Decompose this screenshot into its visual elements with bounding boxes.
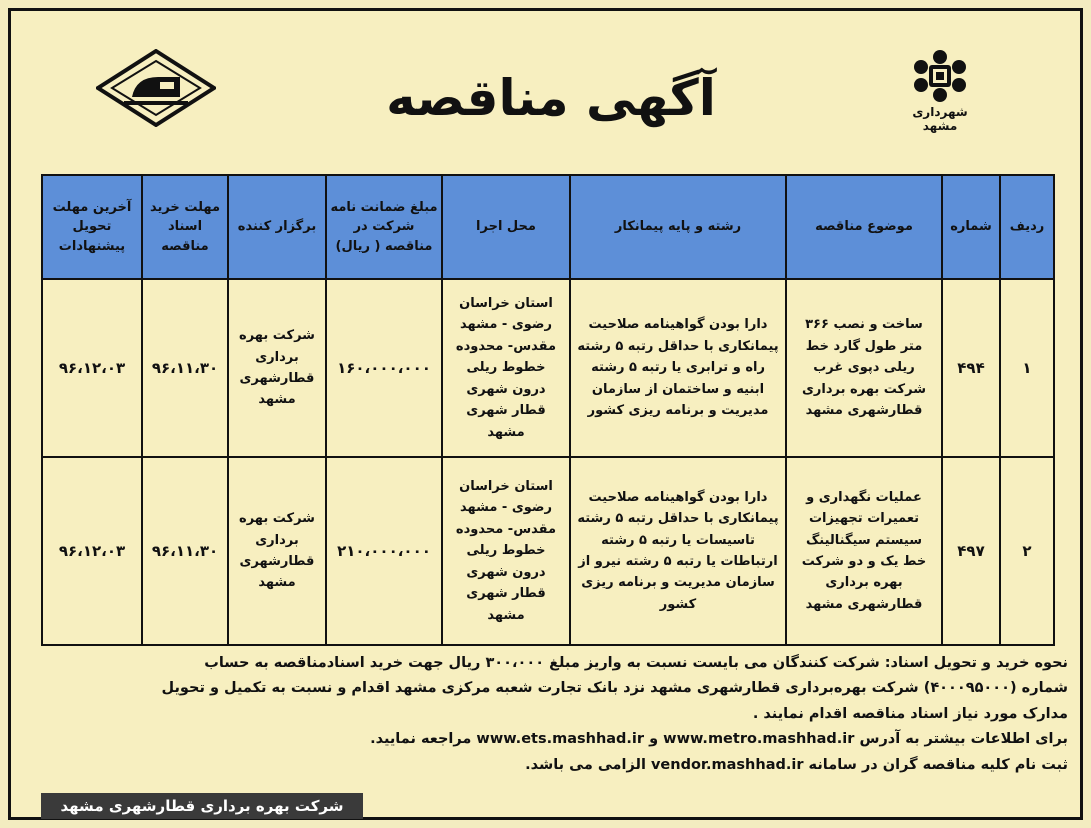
header-location: محل اجرا	[442, 175, 570, 279]
instruction-line: نحوه خرید و تحویل اسناد: شرکت کنندگان می بایست نسبت به واریز مبلغ ۳۰۰،۰۰۰ ریال جهت خرید اسنادمناقصه به حساب	[204, 655, 1068, 671]
notice-header	[11, 11, 1080, 176]
issuer-signature: شرکت بهره برداری قطارشهری مشهد	[41, 793, 363, 819]
header-grade: رشته و پایه پیمانکار	[570, 175, 786, 279]
cell-guarantee: ۱۶۰،۰۰۰،۰۰۰	[326, 279, 442, 457]
cell-subject: ساخت و نصب ۳۶۶ متر طول گارد خط ریلی دپوی غرب شرکت بهره برداری قطارشهری مشهد	[786, 279, 942, 457]
header-submission-deadline: آخرین مهلت تحویل پیشنهادات	[42, 175, 142, 279]
header-row-no: ردیف	[1000, 175, 1054, 279]
tender-table	[41, 174, 1055, 646]
cell-purchase-deadline: ۹۶،۱۱،۳۰	[142, 457, 228, 645]
cell-location: استان خراسان رضوی - مشهد مقدس- محدوده خطوط ریلی درون شهری قطار شهری مشهد	[442, 457, 570, 645]
cell-submission-deadline: ۹۶،۱۲،۰۳	[42, 279, 142, 457]
cell-organizer: شرکت بهره برداری قطارشهری مشهد	[228, 279, 326, 457]
cell-submission-deadline: ۹۶،۱۲،۰۳	[42, 457, 142, 645]
page-title: آگهی مناقصه	[386, 69, 716, 127]
cell-row-no: ۲	[1000, 457, 1054, 645]
purchase-instructions	[41, 651, 1068, 778]
table-header-row	[42, 175, 1054, 279]
cell-row-no: ۱	[1000, 279, 1054, 457]
cell-purchase-deadline: ۹۶،۱۱،۳۰	[142, 279, 228, 457]
cell-guarantee: ۲۱۰،۰۰۰،۰۰۰	[326, 457, 442, 645]
cell-location: استان خراسان رضوی - مشهد مقدس- محدوده خطوط ریلی درون شهری قطار شهری مشهد	[442, 279, 570, 457]
cell-number: ۴۹۴	[942, 279, 1000, 457]
table-row	[42, 457, 1054, 645]
info-websites-line: برای اطلاعات بیشتر به آدرس www.metro.mashhad.ir و www.ets.mashhad.ir مراجعه نمایید.	[370, 731, 1068, 748]
municipality-caption: شهرداری مشهد	[912, 105, 968, 133]
cell-subject: عملیات نگهداری و تعمیرات تجهیزات سیستم سیگنالینگ خط یک و دو شرکت بهره برداری قطارشهری مشهد	[786, 457, 942, 645]
metro-train-icon	[96, 49, 216, 127]
cell-grade: دارا بودن گواهینامه صلاحیت پیمانکاری با حداقل رتبه ۵ رشته راه و ترابری یا رتبه ۵ رشته ابنیه و ساختمان از سازمان مدیریت و برنامه ریزی کشور	[570, 279, 786, 457]
metro-logo	[96, 49, 216, 127]
header-purchase-deadline: مهلت خرید اسناد مناقصه	[142, 175, 228, 279]
municipality-emblem-icon	[909, 47, 971, 105]
mashhad-municipality-logo	[905, 47, 975, 133]
instruction-line: مدارک مورد نیاز اسناد مناقصه اقدام نمایند .	[752, 705, 1068, 722]
header-organizer: برگزار کننده	[228, 175, 326, 279]
cell-organizer: شرکت بهره برداری قطارشهری مشهد	[228, 457, 326, 645]
header-subject: موضوع مناقصه	[786, 175, 942, 279]
cell-number: ۴۹۷	[942, 457, 1000, 645]
table-row	[42, 279, 1054, 457]
header-guarantee: مبلغ ضمانت نامه شرکت در مناقصه ( ریال)	[326, 175, 442, 279]
cell-grade: دارا بودن گواهینامه صلاحیت پیمانکاری با حداقل رتبه ۵ رشته تاسیسات یا رتبه ۵ رشته ارتباطات یا رتبه ۵ رشته نیرو از سازمان مدیریت و برنامه ریزی کشور	[570, 457, 786, 645]
instruction-line: شماره (۴۰۰۰۹۵۰۰۰) شرکت بهره‌برداری قطارشهری مشهد نزد بانک تجارت شعبه مرکزی مشهد اقدام و نسبت به تکمیل و تحویل	[161, 680, 1068, 697]
vendor-registration-line: ثبت نام کلیه مناقصه گران در سامانه vendor.mashhad.ir الزامی می باشد.	[525, 756, 1068, 773]
header-number: شماره	[942, 175, 1000, 279]
tender-notice	[8, 8, 1083, 820]
